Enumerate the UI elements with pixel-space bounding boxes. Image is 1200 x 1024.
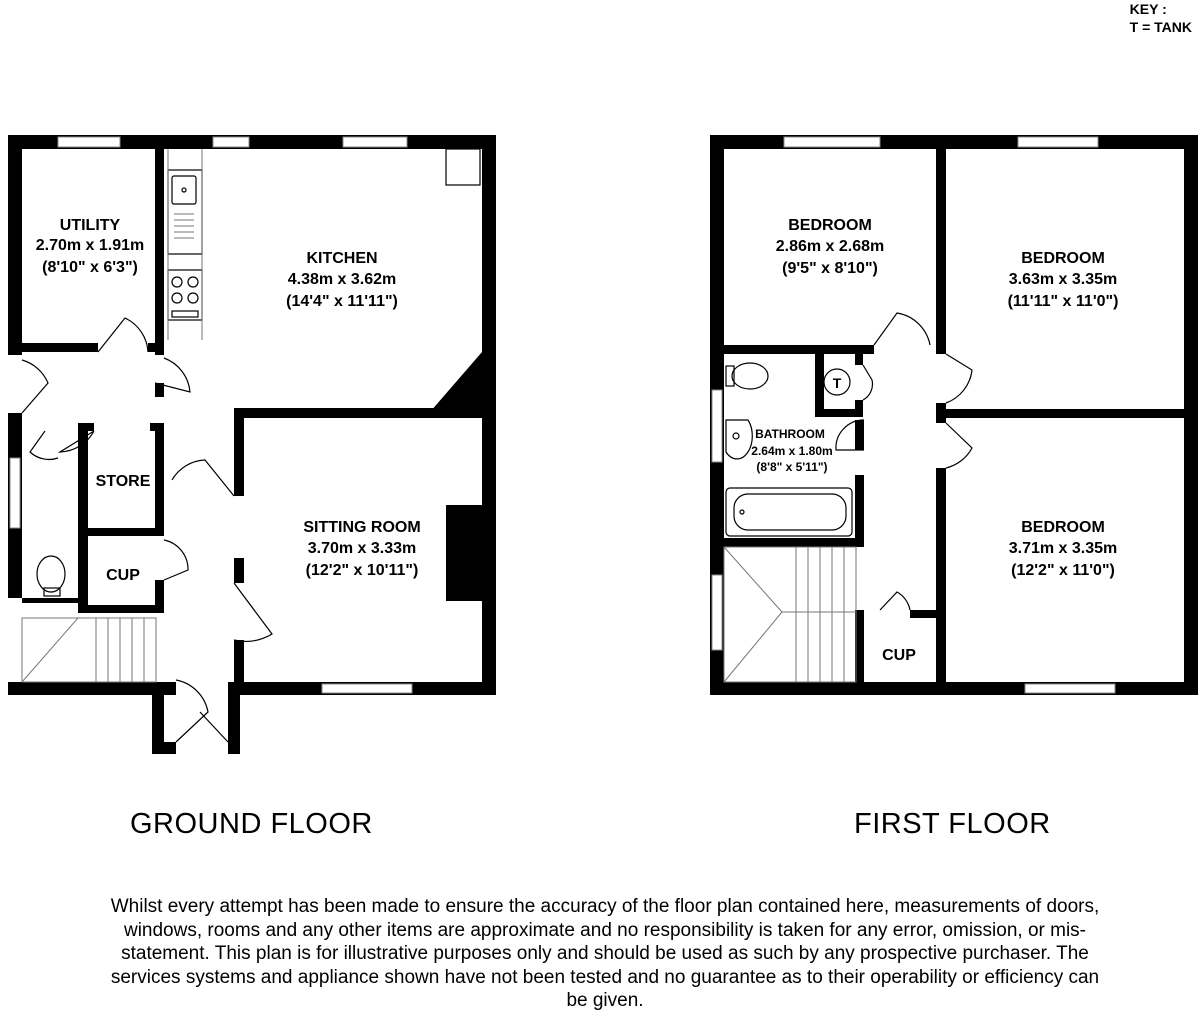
disclaimer-text: Whilst every attempt has been made to ensure the accuracy of the floor plan contained here, measurements of doors, windows, rooms and any other items are approximate and no responsibility is taken for any error, omission, or mis-statement. This plan is for illustrative purposes only and should be used as such by any prospective purchaser. The services systems and appliance shown have not been tested and no guarantee as to their operability or efficiency can be given.: [110, 896, 1100, 1011]
room-name-bathroom: BATHROOM: [755, 427, 825, 441]
room-name-bedroom-1: BEDROOM: [788, 217, 872, 234]
window: [343, 137, 407, 147]
window: [58, 137, 120, 147]
room-name-utility: UTILITY: [59, 217, 121, 234]
room-name-ground-cupboard: CUP: [106, 567, 140, 584]
room-name-bedroom-2: BEDROOM: [1021, 250, 1105, 267]
ground-floor-title: GROUND FLOOR: [130, 808, 373, 840]
room-size-imperial-bathroom: (8'8" x 5'11"): [756, 460, 828, 474]
room-size-metric-sitting-room: 3.70m x 3.33m: [307, 540, 417, 557]
tank-label: T: [832, 375, 842, 391]
first-floor-plan: [710, 135, 1198, 695]
window: [712, 575, 722, 650]
room-size-imperial-sitting-room: (12'2" x 10'11"): [305, 562, 419, 579]
room-size-metric-kitchen: 4.38m x 3.62m: [287, 271, 397, 288]
window: [712, 390, 722, 462]
key-title: KEY :: [1129, 1, 1167, 17]
room-size-metric-bedroom-3: 3.71m x 3.35m: [1008, 540, 1118, 557]
window: [213, 137, 249, 147]
window: [10, 458, 20, 528]
first-floor-title: FIRST FLOOR: [854, 808, 1051, 840]
room-size-metric-utility: 2.70m x 1.91m: [35, 237, 145, 254]
room-size-metric-bathroom: 2.64m x 1.80m: [751, 444, 833, 458]
room-name-store: STORE: [95, 473, 151, 490]
room-size-metric-bedroom-2: 3.63m x 3.35m: [1008, 271, 1118, 288]
room-name-kitchen: KITCHEN: [306, 250, 378, 267]
window: [322, 684, 412, 693]
room-name-first-cupboard: CUP: [882, 647, 916, 664]
room-size-imperial-utility: (8'10" x 6'3"): [42, 259, 138, 276]
room-name-sitting-room: SITTING ROOM: [303, 519, 421, 536]
window: [784, 137, 880, 147]
key-tank-entry: T = TANK: [1129, 19, 1192, 35]
room-size-imperial-kitchen: (14'4" x 11'11"): [286, 293, 398, 310]
window: [1018, 137, 1098, 147]
room-size-imperial-bedroom-1: (9'5" x 8'10"): [782, 260, 878, 277]
room-size-imperial-bedroom-2: (11'11" x 11'0"): [1007, 293, 1119, 310]
window: [1025, 684, 1115, 693]
room-size-imperial-bedroom-3: (12'2" x 11'0"): [1011, 562, 1115, 579]
room-size-metric-bedroom-1: 2.86m x 2.68m: [775, 238, 885, 255]
room-name-bedroom-3: BEDROOM: [1021, 519, 1105, 536]
